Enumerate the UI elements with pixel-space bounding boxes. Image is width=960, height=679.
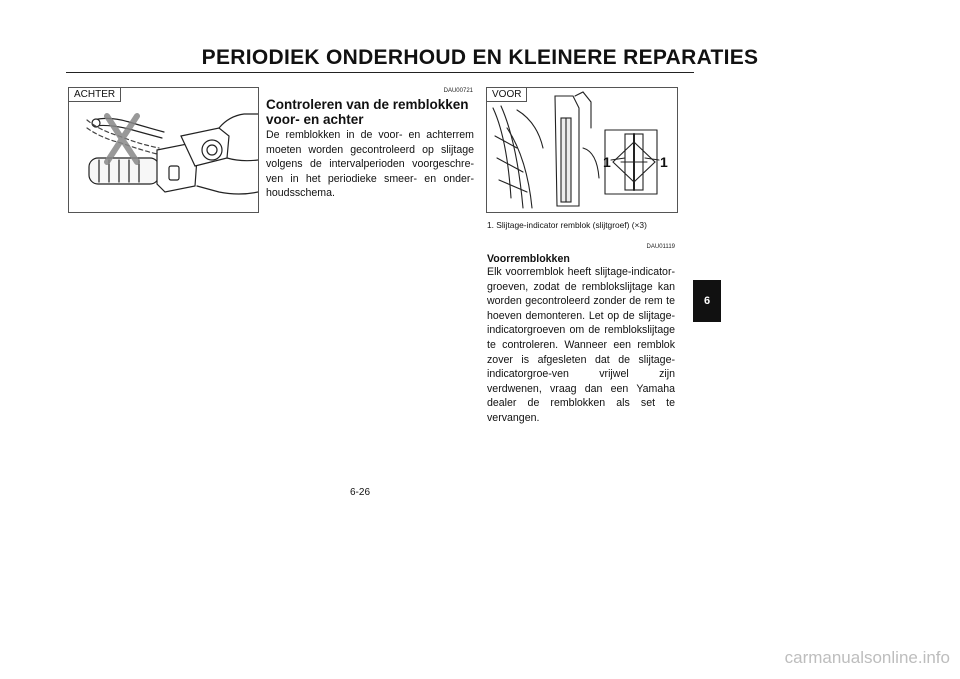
callout-1-left: 1	[603, 154, 611, 170]
section-body: De remblokken in de voor- en achterrem moeten worden gecontroleerd op slijtage volgens de intervalperioden voorgeschre-ven in het periodieke smeer- en onder-houdsschema.	[266, 129, 474, 200]
brake-pad-illustration	[487, 88, 677, 212]
title-divider	[66, 72, 694, 73]
handlebar-illustration	[69, 88, 258, 212]
figure-label-front: VOOR	[487, 88, 527, 102]
watermark: carmanualsonline.info	[784, 648, 950, 667]
figure-label-rear: ACHTER	[69, 88, 121, 102]
section-code: DAU00721	[443, 88, 473, 94]
page-title: PERIODIEK ONDERHOUD EN KLEINERE REPARATIES	[201, 46, 759, 69]
figure-caption: 1. Slijtage-indicator remblok (slijtgroef) (×3)	[487, 220, 647, 230]
rear-brake-figure	[68, 87, 259, 213]
front-brake-figure	[486, 87, 678, 213]
section-heading-line1: Controleren van de remblokken	[266, 97, 469, 112]
front-brake-body: Elk voorremblok heeft slijtage-indicator-groeven, zodat de remblokslijtage kan worden gecontroleerd zonder de rem te hoeven demonteren. Let op de slijtage-indicatorgroeven om de remblokslijtage te controleren. Wanneer een remblok zover is afgesleten dat de slijtage-indicatorgroe-ven vrijwel zijn verdwenen, vraag dan een Yamaha dealer de remblokken als set te vervangen.	[487, 266, 675, 424]
section-heading	[266, 97, 481, 127]
front-brake-subheading: Voorremblokken	[487, 253, 570, 265]
page-number: 6-26	[349, 487, 370, 498]
callout-1-right: 1	[660, 154, 668, 170]
chapter-tab: 6	[693, 280, 721, 322]
section-heading-line2: voor- en achter	[266, 112, 364, 127]
section-code-front: DAU01119	[646, 244, 675, 250]
